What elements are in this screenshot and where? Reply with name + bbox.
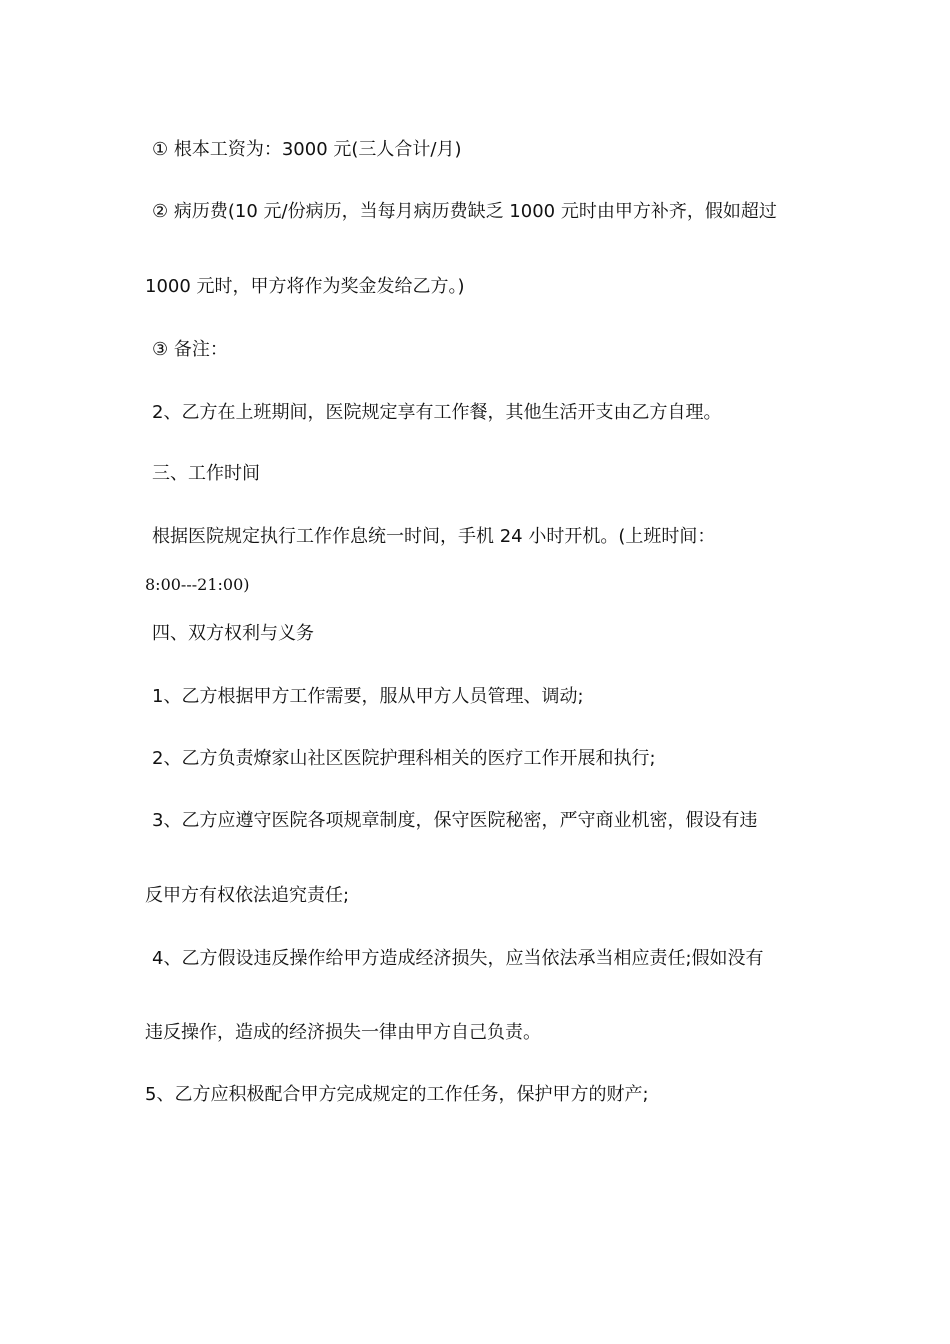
salary-base-line: ① 根本工资为：3000 元(三人合计/月): [152, 139, 462, 160]
section-heading-worktime: 三、工作时间: [152, 463, 260, 484]
rights-clause-5: 5、乙方应积极配合甲方完成规定的工作任务，保护甲方的财产;: [145, 1084, 649, 1105]
rights-clause-4: 4、乙方假设违反操作给甲方造成经济损失，应当依法承当相应责任;假如没有: [152, 948, 764, 969]
section-heading-rights: 四、双方权利与义务: [152, 623, 314, 644]
rights-clause-1: 1、乙方根据甲方工作需要，服从甲方人员管理、调动;: [152, 686, 584, 707]
medical-record-fee-line: ② 病历费(10 元/份病历，当每月病历费缺乏 1000 元时由甲方补齐，假如超过: [152, 201, 777, 222]
rights-clause-2: 2、乙方负责燎家山社区医院护理科相关的医疗工作开展和执行;: [152, 748, 656, 769]
remarks-line: ③ 备注：: [152, 339, 228, 360]
medical-record-fee-cont: 1000 元时，甲方将作为奖金发给乙方。): [145, 276, 465, 297]
rights-clause-4-cont: 违反操作，造成的经济损失一律由甲方自己负责。: [145, 1022, 541, 1043]
worktime-clause: 根据医院规定执行工作作息统一时间，手机 24 小时开机。(上班时间：: [152, 526, 716, 547]
rights-clause-3: 3、乙方应遵守医院各项规章制度，保守医院秘密，严守商业机密，假设有违: [152, 810, 758, 831]
worktime-hours: 8:00---21:00): [145, 575, 250, 594]
meal-clause: 2、乙方在上班期间，医院规定享有工作餐，其他生活开支由乙方自理。: [152, 402, 722, 423]
rights-clause-3-cont: 反甲方有权依法追究责任;: [145, 885, 350, 906]
